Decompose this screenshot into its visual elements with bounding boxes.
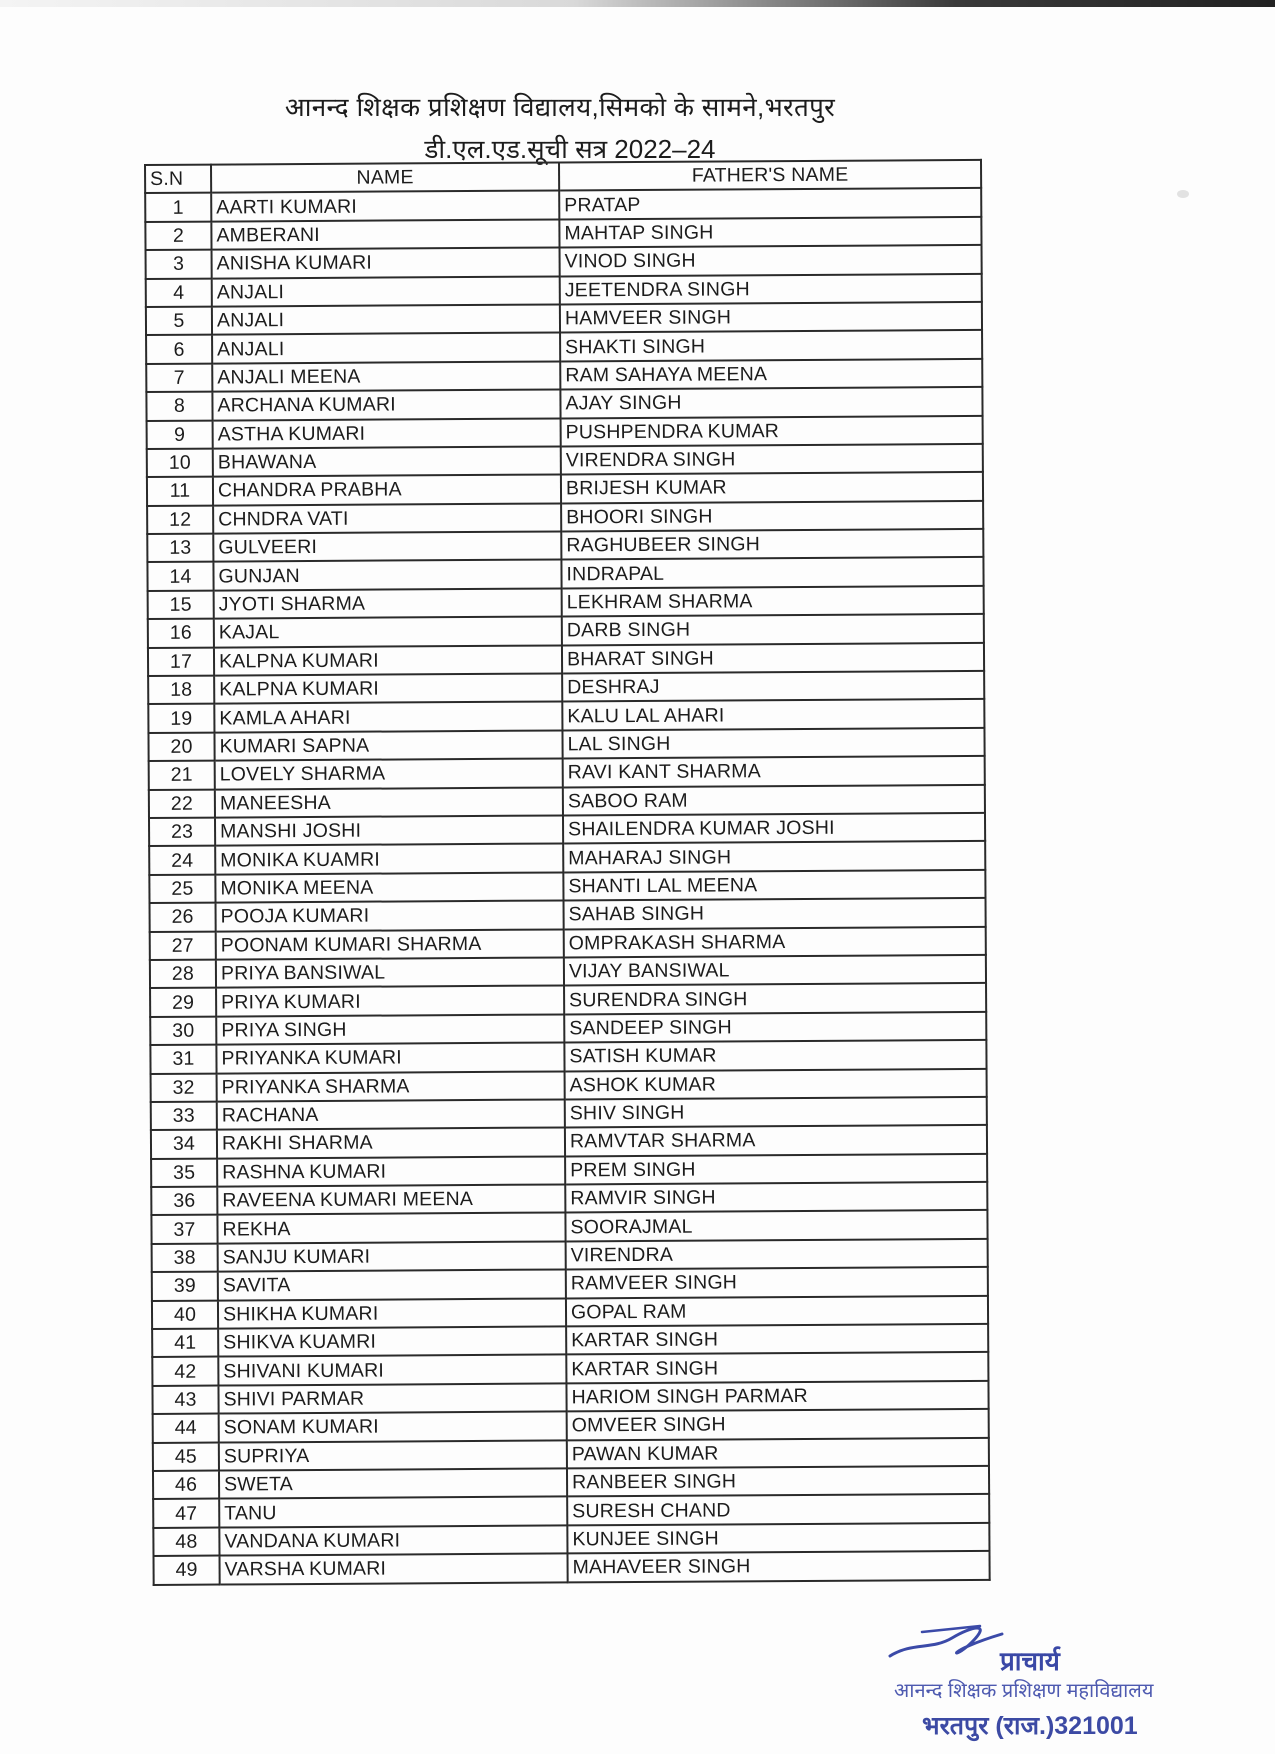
cell-father-name: RAVI KANT SHARMA xyxy=(563,756,985,787)
cell-father-name: SURENDRA SINGH xyxy=(564,983,986,1014)
cell-father-name: HARIOM SINGH PARMAR xyxy=(566,1381,988,1412)
cell-father-name: PUSHPENDRA KUMAR xyxy=(561,415,983,446)
cell-father-name: KARTAR SINGH xyxy=(566,1352,988,1383)
scan-speck xyxy=(1177,190,1189,198)
cell-father-name: RAMVEER SINGH xyxy=(566,1267,988,1298)
cell-name: ANJALI xyxy=(212,333,560,364)
cell-name: KAJAL xyxy=(214,617,562,648)
cell-name: SHIVANI KUMARI xyxy=(218,1355,566,1386)
cell-father-name: MAHARAJ SINGH xyxy=(563,841,985,872)
cell-sn: 18 xyxy=(148,676,214,705)
cell-name: CHNDRA VATI xyxy=(213,503,561,534)
cell-sn: 8 xyxy=(146,392,212,421)
cell-father-name: RAMVIR SINGH xyxy=(565,1182,987,1213)
cell-name: SHIKHA KUMARI xyxy=(218,1298,566,1329)
list-subtitle: डी.एल.एड.सूची सत्र 2022–24 xyxy=(424,134,716,164)
cell-name: KALPNA KUMARI xyxy=(214,645,562,676)
cell-father-name: BHOORI SINGH xyxy=(561,501,983,532)
cell-father-name: LEKHRAM SHARMA xyxy=(562,586,984,617)
cell-name: MANEESHA xyxy=(215,787,563,818)
cell-father-name: RAGHUBEER SINGH xyxy=(561,529,983,560)
cell-name: MONIKA MEENA xyxy=(215,872,563,903)
cell-father-name: SANDEEP SINGH xyxy=(564,1012,986,1043)
cell-name: ANJALI xyxy=(212,276,560,307)
cell-name: JYOTI SHARMA xyxy=(214,588,562,619)
cell-father-name: INDRAPAL xyxy=(561,557,983,588)
cell-sn: 34 xyxy=(151,1130,217,1159)
cell-sn: 31 xyxy=(150,1045,216,1074)
cell-father-name: KUNJEE SINGH xyxy=(567,1523,989,1554)
cell-father-name: BRIJESH KUMAR xyxy=(561,472,983,503)
cell-sn: 9 xyxy=(147,420,213,449)
cell-sn: 15 xyxy=(148,590,214,619)
stamp-college-name: आनन्द शिक्षक प्रशिक्षण महाविद्यालय xyxy=(894,1680,1154,1702)
cell-father-name: PREM SINGH xyxy=(565,1154,987,1185)
cell-sn: 46 xyxy=(153,1471,219,1500)
cell-name: GUNJAN xyxy=(213,560,561,591)
cell-father-name: SABOO RAM xyxy=(563,784,985,815)
cell-sn: 20 xyxy=(148,732,214,761)
cell-name: POONAM KUMARI SHARMA xyxy=(216,929,564,960)
cell-father-name: SHANTI LAL MEENA xyxy=(563,870,985,901)
cell-sn: 19 xyxy=(148,704,214,733)
cell-father-name: KARTAR SINGH xyxy=(566,1324,988,1355)
cell-name: SWETA xyxy=(219,1468,567,1499)
cell-name: RASHNA KUMARI xyxy=(217,1156,565,1187)
cell-father-name: DESHRAJ xyxy=(562,671,984,702)
cell-name: MANSHI JOSHI xyxy=(215,815,563,846)
cell-sn: 47 xyxy=(153,1499,219,1528)
cell-name: SUPRIYA xyxy=(219,1440,567,1471)
cell-name: KALPNA KUMARI xyxy=(214,673,562,704)
cell-name: PRIYA SINGH xyxy=(216,1014,564,1045)
institute-title: आनन्द शिक्षक प्रशिक्षण विद्यालय,सिमको के सामने,भरतपुर xyxy=(284,92,836,122)
cell-sn: 14 xyxy=(147,562,213,591)
cell-sn: 11 xyxy=(147,477,213,506)
student-list-table xyxy=(144,159,991,1586)
cell-name: SANJU KUMARI xyxy=(218,1241,566,1272)
cell-sn: 4 xyxy=(146,278,212,307)
cell-name: AMBERANI xyxy=(211,219,559,250)
cell-sn: 24 xyxy=(149,846,215,875)
cell-sn: 35 xyxy=(151,1158,217,1187)
table-row xyxy=(154,1551,990,1584)
cell-name: RAVEENA KUMARI MEENA xyxy=(217,1185,565,1216)
cell-name: RAKHI SHARMA xyxy=(217,1128,565,1159)
cell-name: PRIYA KUMARI xyxy=(216,986,564,1017)
column-header-sn: S.N xyxy=(145,165,211,194)
cell-name: PRIYANKA KUMARI xyxy=(216,1043,564,1074)
cell-sn: 6 xyxy=(146,335,212,364)
cell-name: KAMLA AHARI xyxy=(214,702,562,733)
cell-sn: 49 xyxy=(154,1556,220,1585)
cell-father-name: PAWAN KUMAR xyxy=(567,1437,989,1468)
cell-name: LOVELY SHARMA xyxy=(215,759,563,790)
cell-father-name: KALU LAL AHARI xyxy=(562,699,984,730)
cell-name: VANDANA KUMARI xyxy=(219,1525,567,1556)
cell-father-name: MAHAVEER SINGH xyxy=(567,1551,989,1582)
cell-father-name: ASHOK KUMAR xyxy=(565,1068,987,1099)
column-header-father-name: FATHER'S NAME xyxy=(559,160,981,191)
cell-father-name: RAMVTAR SHARMA xyxy=(565,1125,987,1156)
cell-father-name: DARB SINGH xyxy=(562,614,984,645)
cell-name: GULVEERI xyxy=(213,532,561,563)
cell-father-name: OMVEER SINGH xyxy=(567,1409,989,1440)
cell-sn: 30 xyxy=(150,1016,216,1045)
cell-sn: 43 xyxy=(152,1385,218,1414)
stamp-role: प्राचार्य xyxy=(1000,1646,1060,1676)
cell-father-name: LAL SINGH xyxy=(562,728,984,759)
cell-sn: 7 xyxy=(146,363,212,392)
cell-sn: 39 xyxy=(152,1272,218,1301)
cell-father-name: BHARAT SINGH xyxy=(562,643,984,674)
cell-name: ASTHA KUMARI xyxy=(213,418,561,449)
cell-name: RACHANA xyxy=(217,1099,565,1130)
stamp-city: भरतपुर (राज.)321001 xyxy=(922,1712,1138,1740)
cell-father-name: OMPRAKASH SHARMA xyxy=(564,926,986,957)
cell-sn: 23 xyxy=(149,818,215,847)
cell-father-name: GOPAL RAM xyxy=(566,1295,988,1326)
cell-father-name: SHIV SINGH xyxy=(565,1097,987,1128)
cell-name: SONAM KUMARI xyxy=(219,1412,567,1443)
cell-father-name: SHAKTI SINGH xyxy=(560,330,982,361)
cell-father-name: RANBEER SINGH xyxy=(567,1466,989,1497)
cell-name: ANJALI xyxy=(212,304,560,335)
cell-father-name: PRATAP xyxy=(559,188,981,219)
cell-name: ARCHANA KUMARI xyxy=(212,390,560,421)
cell-name: BHAWANA xyxy=(213,446,561,477)
cell-father-name: AJAY SINGH xyxy=(560,387,982,418)
principal-stamp xyxy=(882,1612,1212,1742)
column-header-name: NAME xyxy=(211,162,559,193)
cell-sn: 27 xyxy=(150,931,216,960)
cell-sn: 12 xyxy=(147,505,213,534)
cell-sn: 10 xyxy=(147,448,213,477)
cell-sn: 17 xyxy=(148,647,214,676)
cell-name: KUMARI SAPNA xyxy=(214,730,562,761)
cell-name: AARTI KUMARI xyxy=(211,191,559,222)
cell-name: ANJALI MEENA xyxy=(212,361,560,392)
scan-top-edge xyxy=(0,0,1275,7)
cell-father-name: SURESH CHAND xyxy=(567,1494,989,1525)
cell-name: POOJA KUMARI xyxy=(216,901,564,932)
cell-sn: 33 xyxy=(151,1101,217,1130)
cell-sn: 3 xyxy=(146,250,212,279)
cell-sn: 48 xyxy=(153,1527,219,1556)
cell-sn: 40 xyxy=(152,1300,218,1329)
cell-sn: 42 xyxy=(152,1357,218,1386)
cell-father-name: VINOD SINGH xyxy=(560,245,982,276)
cell-sn: 36 xyxy=(151,1187,217,1216)
cell-sn: 2 xyxy=(145,221,211,250)
cell-sn: 13 xyxy=(147,534,213,563)
cell-sn: 28 xyxy=(150,960,216,989)
cell-father-name: VIRENDRA SINGH xyxy=(561,444,983,475)
cell-sn: 44 xyxy=(153,1414,219,1443)
cell-father-name: JEETENDRA SINGH xyxy=(560,273,982,304)
cell-father-name: SHAILENDRA KUMAR JOSHI xyxy=(563,813,985,844)
cell-father-name: SATISH KUMAR xyxy=(564,1040,986,1071)
cell-sn: 38 xyxy=(152,1243,218,1272)
cell-sn: 26 xyxy=(150,903,216,932)
cell-sn: 22 xyxy=(149,789,215,818)
cell-name: ANISHA KUMARI xyxy=(212,248,560,279)
cell-name: REKHA xyxy=(217,1213,565,1244)
cell-sn: 37 xyxy=(151,1215,217,1244)
cell-father-name: MAHTAP SINGH xyxy=(559,217,981,248)
cell-father-name: VIJAY BANSIWAL xyxy=(564,955,986,986)
cell-father-name: RAM SAHAYA MEENA xyxy=(560,359,982,390)
cell-name: SHIKVA KUAMRI xyxy=(218,1326,566,1357)
cell-name: TANU xyxy=(219,1497,567,1528)
cell-sn: 29 xyxy=(150,988,216,1017)
cell-father-name: VIRENDRA xyxy=(566,1239,988,1270)
cell-sn: 45 xyxy=(153,1442,219,1471)
cell-name: PRIYANKA SHARMA xyxy=(217,1071,565,1102)
cell-sn: 5 xyxy=(146,307,212,336)
cell-name: PRIYA BANSIWAL xyxy=(216,957,564,988)
cell-name: CHANDRA PRABHA xyxy=(213,475,561,506)
cell-sn: 32 xyxy=(151,1073,217,1102)
cell-sn: 1 xyxy=(145,193,211,222)
cell-father-name: SOORAJMAL xyxy=(565,1210,987,1241)
cell-name: VARSHA KUMARI xyxy=(220,1554,568,1585)
cell-name: SHIVI PARMAR xyxy=(218,1383,566,1414)
cell-sn: 16 xyxy=(148,619,214,648)
cell-name: MONIKA KUAMRI xyxy=(215,844,563,875)
cell-name: SAVITA xyxy=(218,1270,566,1301)
cell-sn: 25 xyxy=(149,874,215,903)
cell-father-name: SAHAB SINGH xyxy=(564,898,986,929)
cell-father-name: HAMVEER SINGH xyxy=(560,302,982,333)
cell-sn: 41 xyxy=(152,1329,218,1358)
cell-sn: 21 xyxy=(149,761,215,790)
